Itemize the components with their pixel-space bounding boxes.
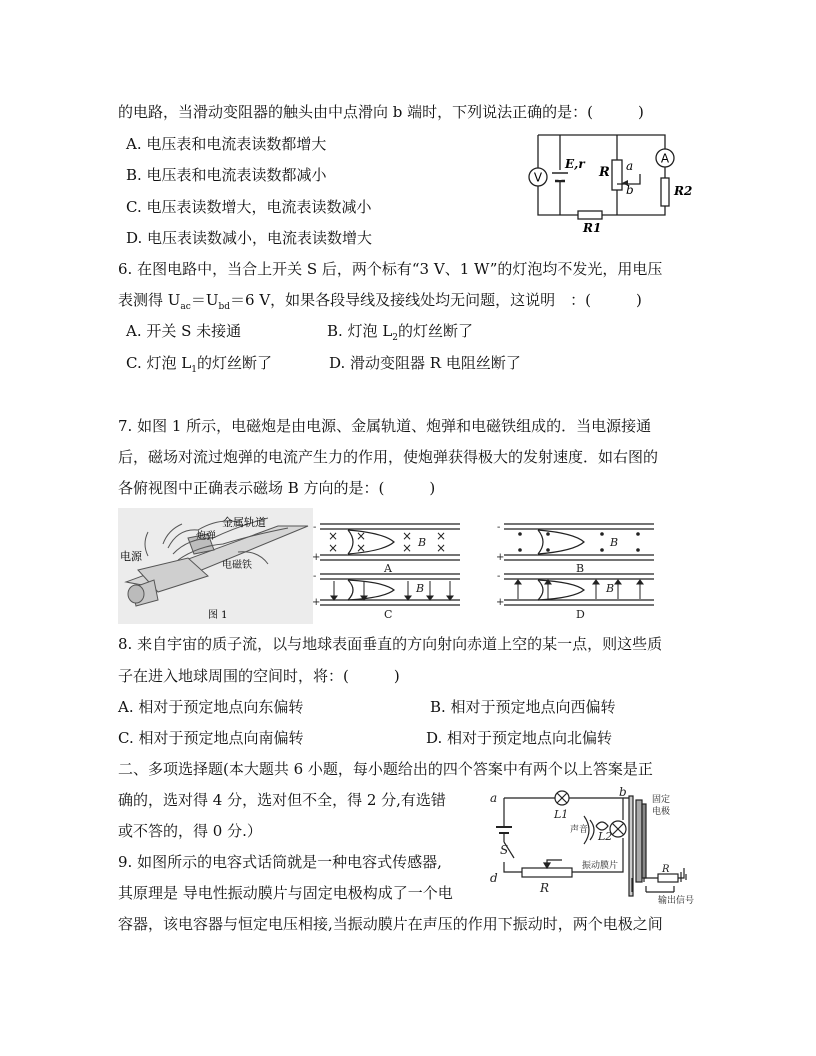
r2-label: R2: [674, 184, 693, 198]
q6-option-a: A. 开关 S 未接通: [126, 322, 242, 340]
svg-text:-: -: [497, 522, 501, 533]
svg-text:+: +: [312, 552, 321, 563]
switch-s: S: [500, 843, 509, 857]
photo-label-rail: 金属轨道: [222, 516, 266, 529]
q5-circuit-diagram: [520, 128, 700, 238]
resistor-r: R: [540, 881, 550, 895]
q6-option-c: C. 灯泡 $L_1$的灯丝断了: [126, 354, 272, 375]
q5-stem-continuation: 的电路，当滑动变阻器的触头由中点滑向 b 端时，下列说法正确的是：( ): [118, 103, 644, 121]
svg-text:×: ×: [356, 541, 367, 555]
photo-label-shell: 炮弹: [196, 531, 216, 542]
q6-line-1: 6. 在图电路中，当合上开关 S 后，两个标有“3 V、1 W”的灯泡均不发光，用电压: [118, 260, 663, 278]
svg-text:+: +: [496, 597, 505, 608]
sound-label: 声音: [570, 825, 589, 835]
lamp-l2: L2: [598, 830, 613, 843]
svg-text:-: -: [313, 522, 317, 533]
q6-option-b: B. 灯泡 $L_2$的灯丝断了: [327, 322, 474, 343]
svg-text:+: +: [312, 597, 321, 608]
section2-line-3: 或不答的，得 0 分.）: [118, 822, 262, 840]
rheostat-end-b: b: [626, 183, 634, 197]
section2-line-1: 二、多项选择题(本大题共 6 小题，每小题给出的四个答案中有两个以上答案是正: [118, 760, 653, 778]
svg-text:+: +: [496, 552, 505, 563]
svg-text:×: ×: [436, 529, 447, 543]
node-b: b: [619, 785, 627, 799]
diagram-label-b: B: [576, 562, 585, 575]
q5-option-c: C. 电压表读数增大，电流表读数减小: [126, 198, 372, 216]
node-d: d: [490, 871, 498, 885]
q9-line-3: 容器，该电容器与恒定电压相接,当振动膜片在声压的作用下振动时，两个电极之间: [118, 915, 663, 933]
photo-label-magnet: 电磁铁: [222, 560, 252, 571]
fixed-electrode-label-1: 固定: [652, 795, 671, 805]
q7-line-3: 各俯视图中正确表示磁场 B 方向的是：( ): [118, 479, 436, 497]
svg-text:×: ×: [356, 529, 367, 543]
q8-option-a: A. 相对于预定地点向东偏转: [118, 698, 304, 716]
svg-text:×: ×: [328, 529, 339, 543]
svg-text:×: ×: [402, 529, 413, 543]
q8-option-b: B. 相对于预定地点向西偏转: [430, 698, 616, 716]
diagram-label-d: D: [576, 608, 585, 621]
svg-text:×: ×: [436, 541, 447, 555]
q5-option-a: A. 电压表和电流表读数都增大: [126, 135, 327, 153]
r1-label: R1: [583, 221, 602, 235]
q7-line-1: 7. 如图 1 所示，电磁炮是由电源、金属轨道、炮弹和电磁铁组成的．当电源接通: [118, 417, 652, 435]
q8-option-d: D. 相对于预定地点向北偏转: [426, 729, 613, 747]
field-option-diagrams: [312, 520, 662, 624]
q5-option-b: B. 电压表和电流表读数都减小: [126, 166, 327, 184]
q8-line-2: 子在进入地球周围的空间时，将：( ): [118, 667, 400, 685]
field-label-b: B: [610, 536, 619, 549]
diagram-label-c: C: [384, 608, 393, 621]
q8-line-1: 8. 来自宇宙的质子流，以与地球表面垂直的方向射向赤道上空的某一点，则这些质: [118, 635, 663, 653]
diagram-label-a: A: [384, 562, 392, 575]
railgun-photo: [118, 508, 313, 624]
membrane-label: 振动膜片: [582, 861, 619, 871]
q5-option-d: D. 电压表读数减小，电流表读数增大: [126, 229, 373, 247]
svg-text:×: ×: [328, 541, 339, 555]
small-resistor-r: R: [662, 864, 670, 875]
q6-option-d: D. 滑动变阻器 R 电阻丝断了: [329, 354, 521, 372]
output-label: 输出信号: [658, 896, 695, 906]
photo-label-source: 电源: [120, 550, 142, 563]
ammeter-label: A: [660, 151, 670, 166]
lamp-l1: L1: [554, 808, 569, 821]
microphone-circuit-diagram: [478, 782, 710, 908]
q6-line-2: 表测得 $U_{ac}=U_{bd}=6$ V，如果各段导线及接线处均无问题，这说明 ：( ): [118, 291, 642, 312]
q7-line-2: 后，磁场对流过炮弹的电流产生力的作用，使炮弹获得极大的发射速度．如右图的: [118, 448, 659, 466]
q8-option-c: C. 相对于预定地点向南偏转: [118, 729, 304, 747]
fixed-electrode-label-2: 电极: [652, 807, 671, 817]
voltmeter-label: V: [533, 170, 543, 185]
svg-text:-: -: [497, 571, 501, 582]
q9-line-1: 9. 如图所示的电容式话筒就是一种电容式传感器,: [118, 853, 442, 871]
svg-text:×: ×: [402, 541, 413, 555]
rheostat-label: R: [599, 165, 610, 180]
field-label-d: B: [606, 582, 615, 595]
q9-line-2: 其原理是 导电性振动膜片与固定电极构成了一个电: [118, 884, 453, 902]
field-label-a: B: [418, 536, 427, 549]
node-a: a: [490, 791, 498, 805]
field-label-c: B: [416, 582, 425, 595]
rheostat-end-a: a: [626, 159, 634, 173]
svg-text:-: -: [313, 571, 317, 582]
photo-caption: 图 1: [208, 610, 228, 621]
section2-line-2: 确的，选对得 4 分，选对但不全，得 2 分,有选错: [118, 791, 446, 809]
source-label: E,r: [565, 157, 585, 171]
